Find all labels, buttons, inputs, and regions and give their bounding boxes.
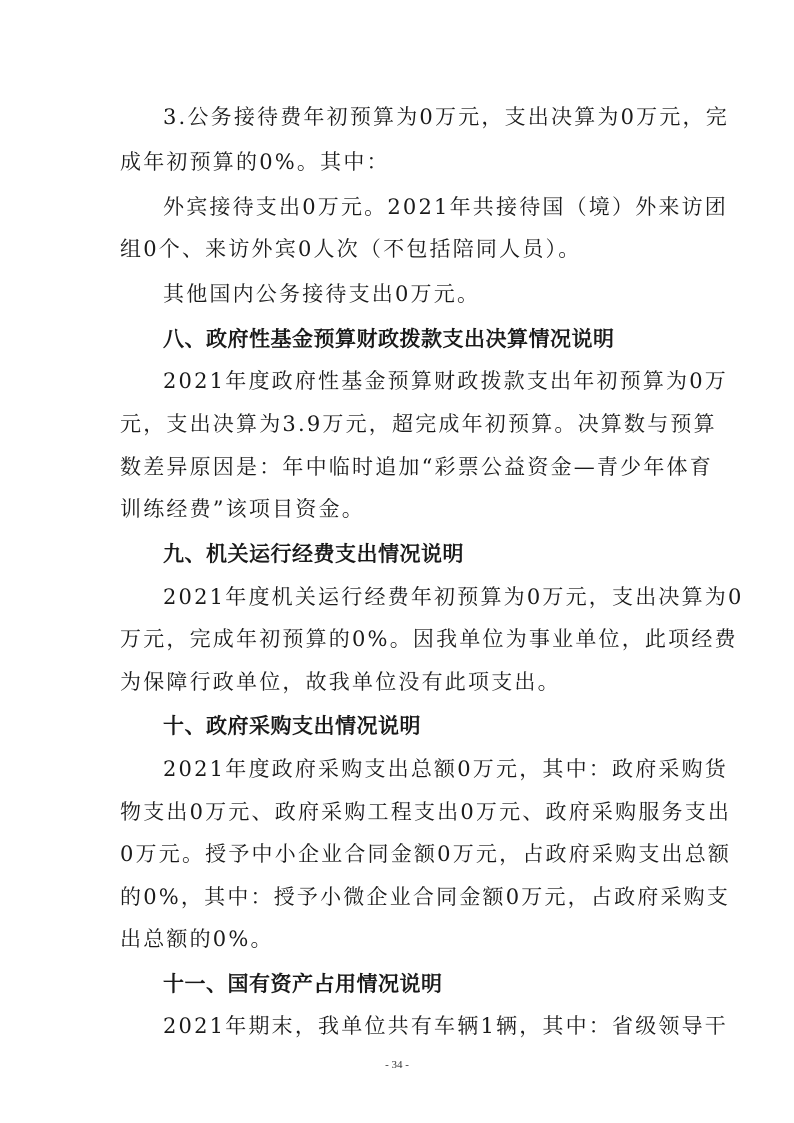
paragraph-line: 元，支出决算为3.9万元，超完成年初预算。决算数与预算 bbox=[120, 412, 717, 436]
paragraph-line: 其他国内公务接待支出0万元。 bbox=[163, 282, 481, 306]
paragraph-line: 3.公务接待费年初预算为0万元，支出决算为0万元，完 bbox=[163, 105, 729, 129]
paragraph-line: 2021年度机关运行经费年初预算为0万元，支出决算为0 bbox=[163, 585, 744, 609]
paragraph-line: 2021年度政府采购支出总额0万元，其中：政府采购货 bbox=[163, 757, 729, 781]
section-heading: 十、政府采购支出情况说明 bbox=[163, 714, 421, 738]
paragraph-line: 数差异原因是：年中临时追加“彩票公益资金—青少年体育 bbox=[120, 455, 713, 479]
paragraph-line: 训练经费”该项目资金。 bbox=[120, 497, 365, 521]
paragraph-line: 成年初预算的0%。其中： bbox=[120, 150, 390, 174]
paragraph-line: 万元，完成年初预算的0%。因我单位为事业单位，此项经费 bbox=[120, 627, 738, 651]
paragraph-line: 0万元。授予中小企业合同金额0万元，占政府采购支出总额 bbox=[120, 842, 732, 866]
paragraph-line: 出总额的0%。 bbox=[120, 927, 274, 951]
paragraph-line: 为保障行政单位，故我单位没有此项支出。 bbox=[120, 670, 561, 694]
paragraph-line: 外宾接待支出0万元。2021年共接待国（境）外来访团 bbox=[163, 195, 729, 219]
section-heading: 十一、国有资产占用情况说明 bbox=[163, 972, 443, 996]
paragraph-line: 物支出0万元、政府采购工程支出0万元、政府采购服务支出 bbox=[120, 800, 732, 824]
paragraph-line: 组0个、来访外宾0人次（不包括陪同人员）。 bbox=[120, 237, 582, 261]
page-number: - 34 - bbox=[385, 1059, 409, 1071]
paragraph-line: 2021年期末，我单位共有车辆1辆，其中：省级领导干 bbox=[163, 1014, 729, 1038]
paragraph-line: 的0%，其中：授予小微企业合同金额0万元，占政府采购支 bbox=[120, 885, 731, 909]
section-heading: 九、机关运行经费支出情况说明 bbox=[163, 542, 464, 566]
section-heading: 八、政府性基金预算财政拨款支出决算情况说明 bbox=[163, 327, 615, 351]
paragraph-line: 2021年度政府性基金预算财政拨款支出年初预算为0万 bbox=[163, 369, 729, 393]
